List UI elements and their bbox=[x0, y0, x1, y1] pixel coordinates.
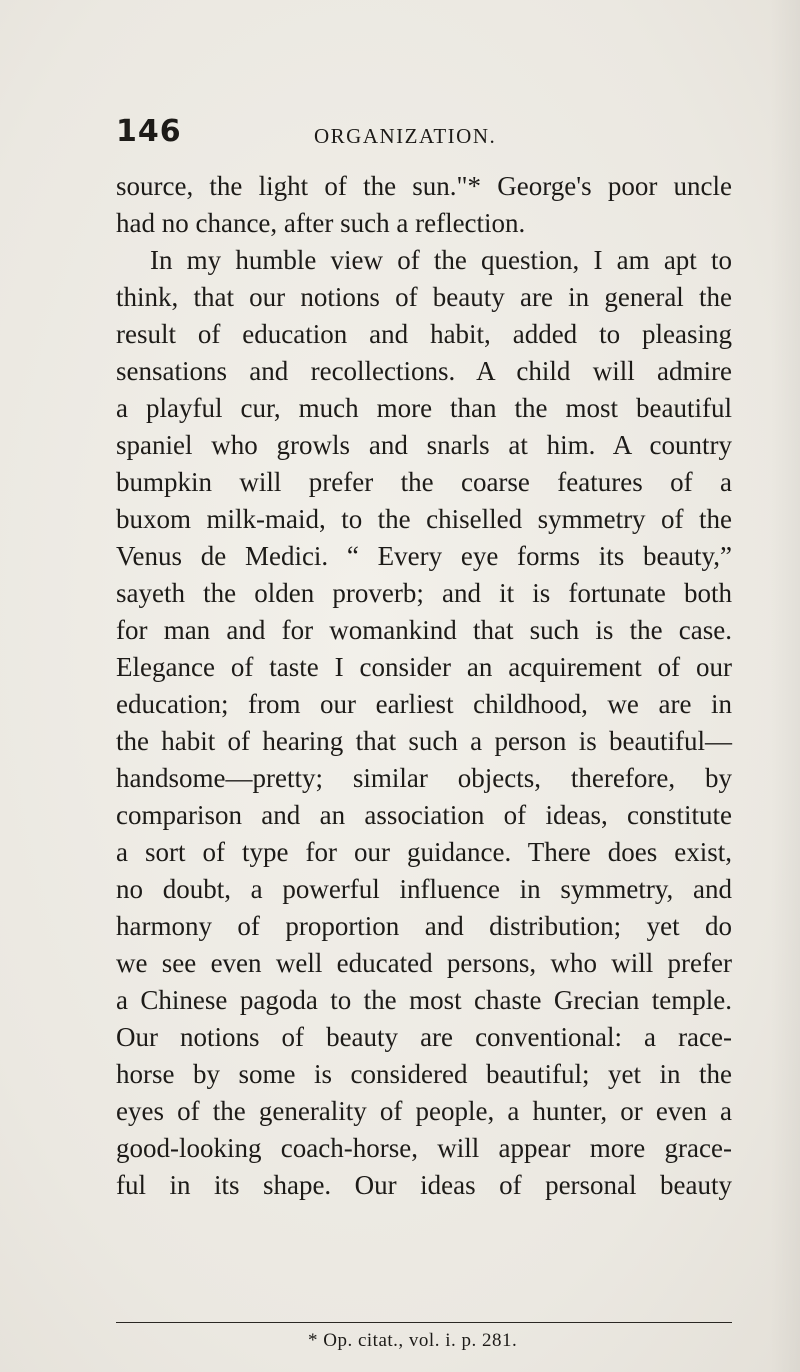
footnote-rule bbox=[116, 1322, 732, 1323]
text-line: a Chinese pagoda to the most chaste Grecian temple. bbox=[116, 985, 732, 1015]
text-line: spaniel who growls and snarls at him. A country bbox=[116, 430, 732, 460]
text-line: bumpkin will prefer the coarse features of a bbox=[116, 467, 732, 497]
footnote: * Op. citat., vol. i. p. 281. bbox=[308, 1330, 518, 1351]
page-edge-shadow bbox=[770, 0, 800, 1372]
text-line: result of education and habit, added to pleasing bbox=[116, 319, 732, 349]
text-line: ful in its shape. Our ideas of personal beauty bbox=[116, 1170, 732, 1200]
text-line: In my humble view of the question, I am apt to bbox=[150, 245, 732, 275]
text-line: the habit of hearing that such a person is beautiful— bbox=[116, 726, 732, 756]
body-text bbox=[116, 168, 732, 1204]
text-line: a playful cur, much more than the most beautiful bbox=[116, 393, 732, 423]
text-line: handsome—pretty; similar objects, therefore, by bbox=[116, 763, 732, 793]
text-line: a sort of type for our guidance. There does exist, bbox=[116, 837, 732, 867]
text-line: sayeth the olden proverb; and it is fortunate both bbox=[116, 578, 732, 608]
running-head: ORGANIZATION. bbox=[314, 124, 497, 148]
text-line: had no chance, after such a reflection. bbox=[116, 208, 526, 238]
text-line: sensations and recollections. A child will admire bbox=[116, 356, 732, 386]
text-line: education; from our earliest childhood, we are in bbox=[116, 689, 732, 719]
text-line: comparison and an association of ideas, constitute bbox=[116, 800, 732, 830]
text-line: no doubt, a powerful influence in symmetry, and bbox=[116, 874, 732, 904]
text-line: Our notions of beauty are conventional: a race- bbox=[116, 1022, 732, 1052]
text-line: Venus de Medici. “ Every eye forms its beauty,” bbox=[116, 541, 732, 571]
page-header bbox=[116, 114, 716, 156]
text-line: for man and for womankind that such is the case. bbox=[116, 615, 732, 645]
text-line: we see even well educated persons, who will prefer bbox=[116, 948, 732, 978]
text-line: eyes of the generality of people, a hunter, or even a bbox=[116, 1096, 732, 1126]
text-line: good-looking coach-horse, will appear more grace- bbox=[116, 1133, 732, 1163]
text-line: Elegance of taste I consider an acquirement of our bbox=[116, 652, 732, 682]
page-number: 146 bbox=[116, 114, 182, 149]
text-line: think, that our notions of beauty are in general the bbox=[116, 282, 732, 312]
text-line: buxom milk-maid, to the chiselled symmetry of the bbox=[116, 504, 732, 534]
text-line: horse by some is considered beautiful; yet in the bbox=[116, 1059, 732, 1089]
text-line: harmony of proportion and distribution; yet do bbox=[116, 911, 732, 941]
text-line: source, the light of the sun."* George's poor uncle bbox=[116, 171, 732, 201]
